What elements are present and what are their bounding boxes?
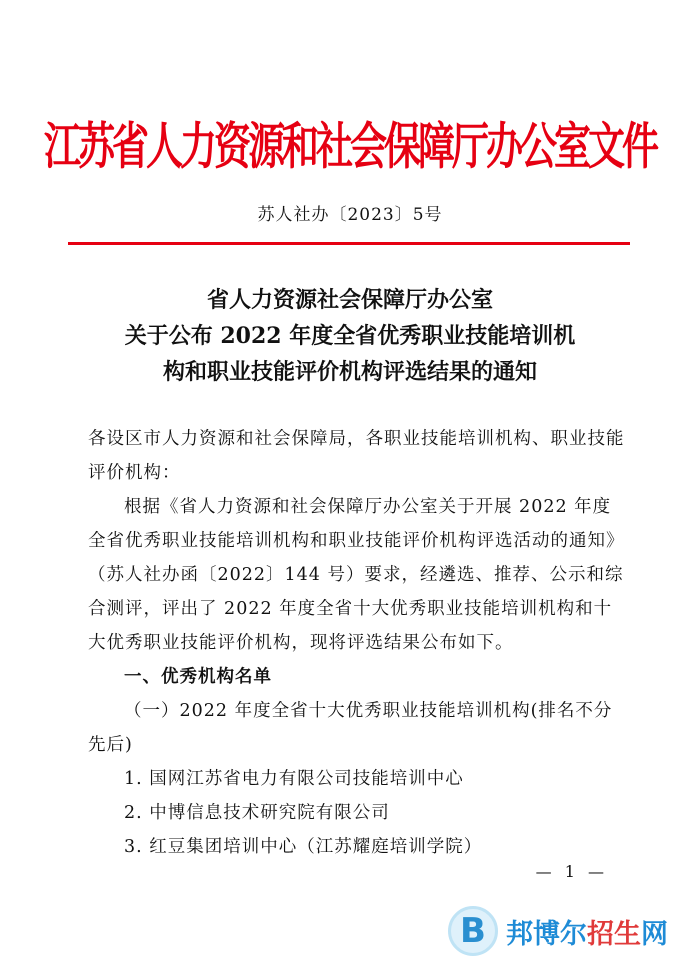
body-paragraph: 根据《省人力资源和社会保障厅办公室关于开展 2022 年度全省优秀职业技能培训机构和职业技能评价机构评选活动的通知》（苏人社办函〔2022〕144 号）要求，经遴选、推荐、公示和综合测评，评出了 2022 年度全省十大优秀职业技能培训机构和十大优秀职业技能评价机构，现将评选结果公布如下。 — [88, 497, 625, 653]
document-banner: 江苏省人力资源和社会保障厅办公室文件 — [44, 116, 656, 176]
document-title — [60, 282, 640, 390]
list-item: 1. 国网江苏省电力有限公司技能培训中心 — [124, 769, 464, 789]
page-number: — 1 — — [535, 862, 608, 881]
red-divider — [68, 242, 630, 245]
subsection-heading — [88, 694, 628, 762]
watermark-text-blue: 邦博尔 — [506, 918, 587, 950]
watermark — [448, 906, 668, 956]
title-line-2: 关于公布 2022 年度全省优秀职业技能培训机 — [124, 323, 576, 349]
list-item: 2. 中博信息技术研究院有限公司 — [124, 803, 390, 823]
salutation: 各设区市人力资源和社会保障局，各职业技能培训机构、职业技能评价机构： — [88, 429, 625, 483]
list-item: 3. 红豆集团培训中心（江苏耀庭培训学院） — [124, 837, 483, 857]
document-number: 苏人社办〔2023〕5号 — [257, 205, 443, 225]
subsection-heading-text: （一）2022 年度全省十大优秀职业技能培训机构(排名不分先后) — [88, 701, 613, 755]
title-line-3: 构和职业技能评价机构评选结果的通知 — [162, 359, 537, 385]
watermark-text-blue-2: 网 — [641, 918, 668, 950]
watermark-text-red: 招生 — [587, 918, 641, 950]
watermark-text — [506, 912, 668, 951]
watermark-logo-icon: B — [448, 906, 498, 956]
section-heading: 一、优秀机构名单 — [124, 667, 272, 687]
title-line-1: 省人力资源社会保障厅办公室 — [206, 287, 493, 313]
